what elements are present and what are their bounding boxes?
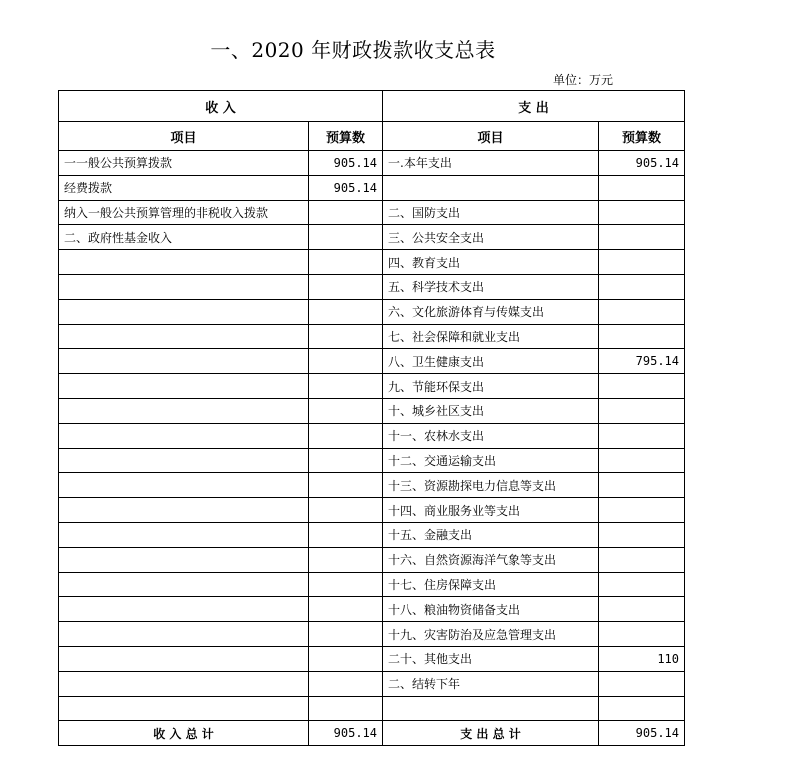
table-row [59,151,685,176]
table-row [59,696,685,721]
income-item-cell [59,250,309,275]
income-item-cell [59,696,309,721]
table-row [59,522,685,547]
income-total-label: 收 入 总 计 [59,721,309,746]
income-value-cell [309,274,383,299]
expense-item-cell: 十八、粮油物资储备支出 [383,597,599,622]
expense-total-label: 支 出 总 计 [383,721,599,746]
table-row [59,299,685,324]
table-row [59,547,685,572]
expense-item-cell: 三、公共安全支出 [383,225,599,250]
expense-item-cell: 十九、灾害防治及应急管理支出 [383,622,599,647]
expense-value-cell [599,250,685,275]
income-item-cell [59,572,309,597]
expense-item-cell: 二、结转下年 [383,671,599,696]
income-section-header: 收 入 [59,91,383,122]
income-value-cell [309,473,383,498]
income-value-cell [309,522,383,547]
income-value-cell [309,671,383,696]
income-value-cell [309,622,383,647]
expense-item-cell: 一.本年支出 [383,151,599,176]
expense-item-cell: 七、社会保障和就业支出 [383,324,599,349]
income-item-cell [59,448,309,473]
income-value-cell [309,448,383,473]
table-row [59,398,685,423]
expense-value-cell [599,572,685,597]
expense-value-cell: 110 [599,646,685,671]
expense-item-cell: 十三、资源勘探电力信息等支出 [383,473,599,498]
totals-row [59,721,685,746]
expense-item-cell: 十四、商业服务业等支出 [383,498,599,523]
income-item-cell [59,398,309,423]
income-item-cell [59,374,309,399]
income-value-cell [309,696,383,721]
expense-value-cell [599,547,685,572]
income-item-cell [59,324,309,349]
expense-value-cell [599,398,685,423]
expense-value-cell [599,671,685,696]
income-item-cell: 经费拨款 [59,175,309,200]
table-row [59,622,685,647]
expense-value-cell [599,274,685,299]
income-value-cell [309,299,383,324]
expense-value-cell: 795.14 [599,349,685,374]
column-header-row [59,122,685,151]
expense-value-cell [599,175,685,200]
expense-item-header: 项目 [383,122,599,151]
expense-value-cell [599,324,685,349]
table-row [59,274,685,299]
expense-item-cell: 九、节能环保支出 [383,374,599,399]
income-value-cell: 905.14 [309,175,383,200]
expense-item-cell: 十七、住房保障支出 [383,572,599,597]
expense-value-cell [599,696,685,721]
table-row [59,646,685,671]
income-value-cell [309,250,383,275]
income-item-cell [59,522,309,547]
table-row [59,423,685,448]
expense-item-cell: 十六、自然资源海洋气象等支出 [383,547,599,572]
income-value-cell [309,200,383,225]
income-item-cell [59,547,309,572]
expense-value-cell [599,522,685,547]
expense-value-cell [599,448,685,473]
income-value-cell [309,398,383,423]
table-row [59,498,685,523]
income-item-cell [59,498,309,523]
expense-total-value: 905.14 [599,721,685,746]
expense-item-cell: 四、教育支出 [383,250,599,275]
income-total-value: 905.14 [309,721,383,746]
expense-value-cell [599,423,685,448]
income-budget-header: 预算数 [309,122,383,151]
table-row [59,597,685,622]
expense-value-cell [599,374,685,399]
income-value-cell [309,349,383,374]
unit-label: 单位：万元 [553,73,614,87]
expense-item-cell: 二、国防支出 [383,200,599,225]
expense-item-cell: 十五、金融支出 [383,522,599,547]
income-value-cell [309,547,383,572]
expense-item-cell: 五、科学技术支出 [383,274,599,299]
expense-item-cell [383,696,599,721]
income-value-cell: 905.14 [309,151,383,176]
income-value-cell [309,498,383,523]
table-row [59,175,685,200]
expense-value-cell [599,597,685,622]
expense-item-cell [383,175,599,200]
income-value-cell [309,374,383,399]
income-value-cell [309,324,383,349]
expense-value-cell [599,473,685,498]
expense-item-cell: 八、卫生健康支出 [383,349,599,374]
income-value-cell [309,225,383,250]
table-row [59,349,685,374]
income-value-cell [309,646,383,671]
budget-summary-table [58,90,685,746]
expense-item-cell: 二十、其他支出 [383,646,599,671]
income-item-cell [59,299,309,324]
expense-section-header: 支 出 [383,91,685,122]
table-row [59,448,685,473]
expense-value-cell [599,200,685,225]
expense-item-cell: 十一、农林水支出 [383,423,599,448]
income-item-cell: 二、政府性基金收入 [59,225,309,250]
income-item-cell [59,473,309,498]
table-row [59,324,685,349]
table-row [59,671,685,696]
table-row [59,473,685,498]
income-item-cell [59,597,309,622]
income-value-cell [309,597,383,622]
income-item-cell: 纳入一般公共预算管理的非税收入拨款 [59,200,309,225]
page-title: 一、2020 年财政拨款收支总表 [210,38,496,62]
expense-budget-header: 预算数 [599,122,685,151]
income-item-cell [59,622,309,647]
table-row [59,250,685,275]
income-item-cell: 一一般公共预算拨款 [59,151,309,176]
income-item-cell [59,423,309,448]
expense-value-cell [599,225,685,250]
expense-value-cell [599,498,685,523]
table-row [59,200,685,225]
section-header-row [59,91,685,122]
income-value-cell [309,423,383,448]
expense-value-cell [599,622,685,647]
income-item-cell [59,671,309,696]
income-item-cell [59,274,309,299]
expense-value-cell: 905.14 [599,151,685,176]
table-row [59,374,685,399]
income-item-header: 项目 [59,122,309,151]
expense-item-cell: 十二、交通运输支出 [383,448,599,473]
income-value-cell [309,572,383,597]
expense-value-cell [599,299,685,324]
table-row [59,572,685,597]
expense-item-cell: 十、城乡社区支出 [383,398,599,423]
expense-item-cell: 六、文化旅游体育与传媒支出 [383,299,599,324]
income-item-cell [59,646,309,671]
income-item-cell [59,349,309,374]
table-row [59,225,685,250]
